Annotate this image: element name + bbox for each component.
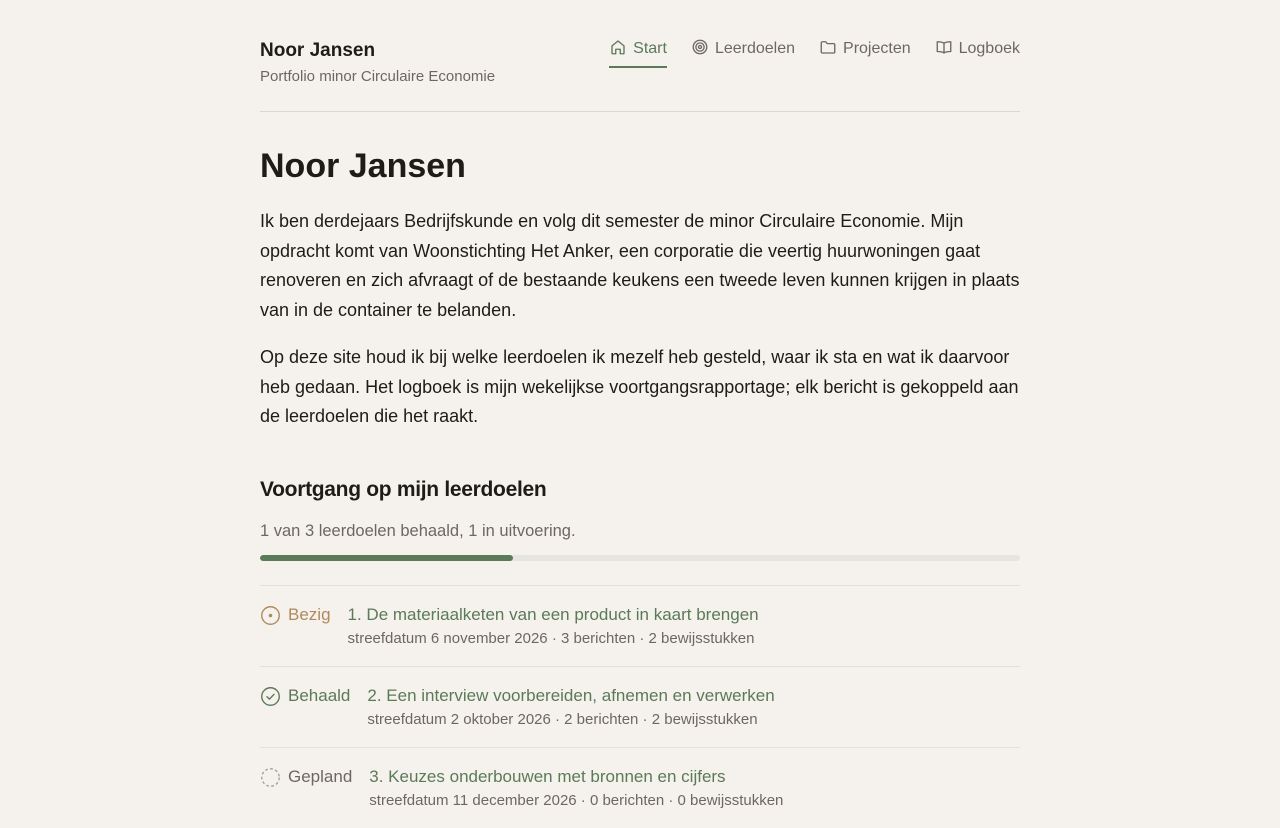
goal-item xyxy=(260,585,1020,666)
status-label: Gepland xyxy=(288,767,353,786)
site-header xyxy=(260,0,1020,112)
nav-leerdoelen[interactable] xyxy=(691,38,795,67)
goal-body xyxy=(348,604,759,666)
progress-bar-fill xyxy=(260,555,513,561)
progress-heading: Voortgang op mijn leerdoelen xyxy=(260,478,547,501)
status-badge xyxy=(260,604,331,666)
nav-start-label: Start xyxy=(633,40,667,57)
dashed-circle-icon xyxy=(260,766,281,794)
goal-body xyxy=(369,766,783,828)
intro-paragraph: Op deze site houd ik bij welke leerdoelen ik mezelf heb gesteld, waar ik sta en wat ik daarvoor heb gedaan. Het logboek is mijn wekelijkse voortgangsrapportage; elk bericht is gekoppeld aan de leerdoelen die het raakt. xyxy=(260,347,1019,426)
nav-logboek-label: Logboek xyxy=(958,40,1020,57)
nav-leerdoelen-label: Leerdoelen xyxy=(714,40,796,57)
goal-meta: streefdatum 6 november 2026 · 3 berichten · 2 bewijsstukken xyxy=(347,630,755,647)
nav-projecten[interactable] xyxy=(819,38,911,67)
site-name[interactable]: Noor Jansen xyxy=(260,40,376,61)
nav-projecten-label: Projecten xyxy=(843,40,911,57)
goal-body xyxy=(367,685,774,747)
goal-link[interactable]: 2. Een interview voorbereiden, afnemen en verwerken xyxy=(367,686,775,705)
goal-item xyxy=(260,666,1020,747)
progress-bar xyxy=(260,555,1020,561)
in-progress-icon xyxy=(260,604,281,632)
goal-link[interactable]: 1. De materiaalketen van een product in kaart brengen xyxy=(347,605,759,624)
status-label: Behaald xyxy=(288,686,351,705)
brand xyxy=(260,40,495,86)
goal-meta: streefdatum 11 december 2026 · 0 berichten · 0 bewijsstukken xyxy=(369,792,784,809)
book-icon xyxy=(935,38,953,61)
goal-list xyxy=(260,585,1020,828)
nav-logboek[interactable] xyxy=(935,38,1020,67)
goal-item xyxy=(260,747,1020,828)
intro-paragraph: Ik ben derdejaars Bedrijfskunde en volg dit semester de minor Circulaire Economie. Mijn opdracht komt van Woonstichting Het Anker, een corporatie die veertig huurwoningen gaat renoveren en zich afvraagt of de bestaande keukens een tweede leven kunnen krijgen in plaats van in de container te belanden. xyxy=(260,211,1020,320)
check-circle-icon xyxy=(260,685,281,713)
site-subtitle: Portfolio minor Circulaire Economie xyxy=(260,68,496,85)
status-badge xyxy=(260,685,350,747)
page-title: Noor Jansen xyxy=(260,147,466,185)
target-icon xyxy=(691,38,709,61)
status-label: Bezig xyxy=(288,605,331,624)
goal-link[interactable]: 3. Keuzes onderbouwen met bronnen en cijfers xyxy=(369,767,726,786)
status-badge xyxy=(260,766,352,828)
folder-icon xyxy=(819,38,837,61)
intro-text xyxy=(260,207,1020,450)
goal-meta: streefdatum 2 oktober 2026 · 2 berichten · 2 bewijsstukken xyxy=(367,711,758,728)
progress-summary: 1 van 3 leerdoelen behaald, 1 in uitvoering. xyxy=(260,522,576,540)
main-nav xyxy=(609,38,1020,68)
page-container xyxy=(260,0,1020,809)
nav-start[interactable] xyxy=(609,38,667,68)
home-icon xyxy=(609,38,627,61)
